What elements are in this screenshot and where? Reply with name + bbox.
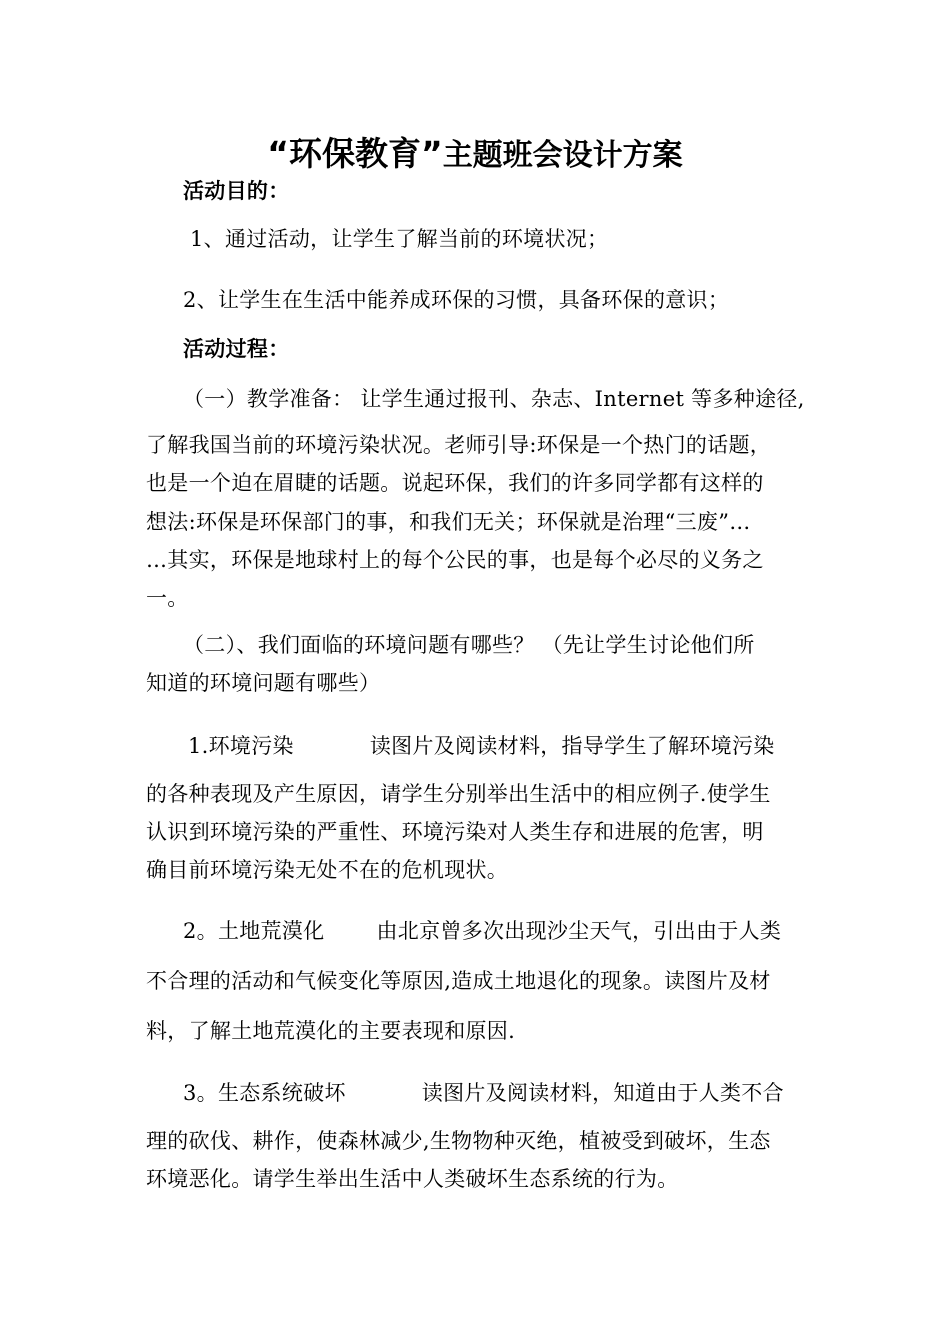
item2-line-3: 料，了解土地荒漠化的主要表现和原因.	[146, 1019, 516, 1043]
item3-label: 3。生态系统破坏	[183, 1081, 346, 1105]
section2-line-1: （二）、我们面临的环境问题有哪些？ （先让学生讨论他们所	[183, 633, 755, 657]
title-rest: 主题班会设计方案	[442, 138, 683, 173]
item2-line-2: 不合理的活动和气候变化等原因,造成土地退化的现象。读图片及材	[146, 969, 771, 993]
item3-line-3: 环境恶化。请学生举出生活中人类破坏生态系统的行为。	[146, 1167, 679, 1191]
item1-line-4: 确目前环境污染无处不在的危机现状。	[146, 858, 509, 882]
item1-line-2: 的各种表现及产生原因，请学生分别举出生活中的相应例子.使学生	[146, 782, 771, 806]
section1-line-4: 想法:环保是环保部门的事，和我们无关；环保就是治理“三废”…	[146, 510, 751, 534]
purpose-heading: 活动目的：	[183, 179, 290, 203]
item1-first-line	[188, 731, 775, 761]
process-heading: 活动过程：	[183, 337, 290, 361]
document-title	[0, 128, 950, 175]
section2-line-2: 知道的环境问题有哪些）	[146, 671, 381, 695]
purpose-item-2: 2、让学生在生活中能养成环保的习惯，具备环保的意识；	[183, 288, 730, 312]
section1-line-2: 了解我国当前的环境污染状况。老师引导:环保是一个热门的话题，	[146, 433, 772, 457]
item2-lead: 由北京曾多次出现沙尘天气，引出由于人类	[376, 919, 782, 943]
item2-label: 2。土地荒漠化	[183, 919, 325, 943]
item3-line-2: 理的砍伐、耕作，使森林减少,生物物种灭绝，植被受到破坏，生态	[146, 1129, 771, 1153]
item2-first-line	[183, 916, 781, 946]
section1-line-5: …其实，环保是地球村上的每个公民的事，也是每个必尽的义务之	[146, 548, 764, 572]
item1-label: 1.环境污染	[188, 734, 294, 758]
item3-lead: 读图片及阅读材料，知道由于人类不合	[421, 1081, 784, 1105]
item3-first-line	[183, 1078, 784, 1108]
purpose-item-1: 1、通过活动，让学生了解当前的环境状况；	[190, 227, 609, 251]
item1-line-3: 认识到环境污染的严重性、环境污染对人类生存和进展的危害，明	[146, 820, 764, 844]
section1-line-6: 一。	[146, 586, 189, 610]
section1-line-3: 也是一个迫在眉睫的话题。说起环保，我们的许多同学都有这样的	[146, 471, 764, 495]
item1-lead: 读图片及阅读材料，指导学生了解环境污染	[369, 734, 775, 758]
section1-line-1: （一）教学准备： 让学生通过报刊、杂志、Internet 等多种途径,	[183, 387, 805, 411]
title-quoted-part: “环保教育”	[267, 134, 443, 173]
